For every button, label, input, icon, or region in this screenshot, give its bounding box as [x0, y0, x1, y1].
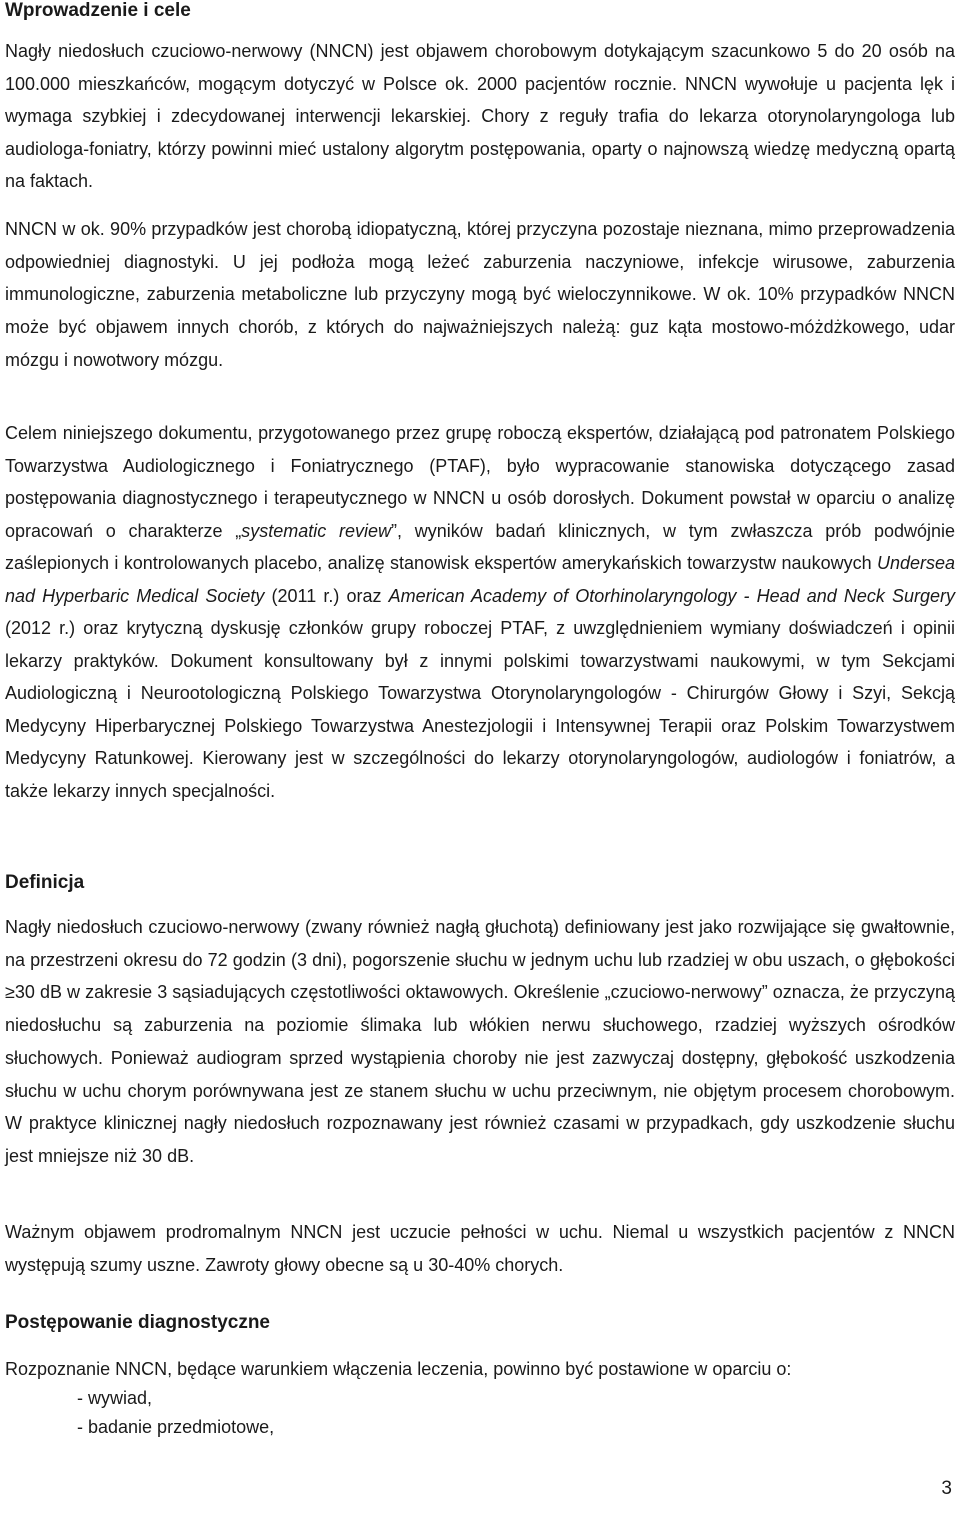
intro-p3-italic-1: systematic review: [241, 520, 392, 541]
definition-paragraph-2: Ważnym objawem prodromalnym NNCN jest uczucie pełności w uchu. Niemal u wszystkich pacjentów z NNCN występują szumy uszne. Zawroty głowy obecne są u 30-40% chorych.: [5, 1222, 955, 1275]
intro-p3-text-d: (2012 r.) oraz krytyczną dyskusję członków grupy roboczej PTAF, z uwzględnieniem wymiany doświadczeń i opinii lekarzy praktyków. Dokument konsultowany był z innymi polskimi towarzystwami naukowymi, w tym Sekcjami Audiologiczną i Neurootologiczną Polskiego Towarzystwa Otorynolaryngologów - Chirurgów Głowy i Szyi, Sekcją Medycyny Hiperbarycznej Polskiego Towarzystwa Anestezjologii i Intensywnej Terapii oraz Polskim Towarzystwem Medycyny Ratunkowej. Kierowany jest w szczególności do lekarzy otorynolaryngologów, audiologów i foniatrów, a także lekarzy innych specjalności.: [5, 618, 955, 801]
intro-p3-italic-3: American Academy of Otorhinolaryngology - Head and Neck Surgery: [388, 585, 956, 606]
list-item: - badanie przedmiotowe,: [77, 1417, 275, 1437]
intro-paragraph-2: NNCN w ok. 90% przypadków jest chorobą idiopatyczną, której przyczyna pozostaje nieznana, mimo przeprowadzenia odpowiedniej diagnostyki. U jej podłoża mogą leżeć zaburzenia naczyniowe, infekcje wirusowe, zaburzenia immunologiczne, zaburzenia metaboliczne lub przyczyny mogą być wieloczynnikowe. W ok. 10% przypadków NNCN może być objawem innych chorób, z których do najważniejszych należą: guz kąta mostowo-móżdżkowego, udar mózgu i nowotwory mózgu.: [5, 219, 955, 370]
intro-p3-text-c: (2011 r.) oraz: [264, 585, 389, 606]
section-heading-definition: Definicja: [5, 872, 85, 893]
section-heading-diagnostics: Postępowanie diagnostyczne: [5, 1312, 270, 1333]
diagnostics-list: [77, 1384, 274, 1442]
diagnostics-intro: Rozpoznanie NNCN, będące warunkiem włączenia leczenia, powinno być postawione w oparciu o:: [5, 1359, 792, 1379]
definition-paragraph-1: Nagły niedosłuch czuciowo-nerwowy (zwany również nagłą głuchotą) definiowany jest jako rozwijające się gwałtownie, na przestrzeni okresu do 72 godzin (3 dni), pogorszenie słuchu w jednym uchu lub rzadziej w obu uszach, o głębokości ≥30 dB w zakresie 3 sąsiadujących częstotliwości oktawowych. Określenie „czuciowo-nerwowy” oznacza, że przyczyną niedosłuchu są zaburzenia na poziomie ślimaka lub włókien nerwu słuchowego, rzadziej wyższych ośrodków słuchowych. Ponieważ audiogram sprzed wystąpienia choroby nie jest zazwyczaj dostępny, głębokość uszkodzenia słuchu w uchu chorym porównywana jest ze stanem słuchu w uchu przeciwnym, nie objętym procesem chorobowym. W praktyce klinicznej nagły niedosłuch rozpoznawany jest również czasami w przypadkach, gdy uszkodzenie słuchu jest mniejsze niż 30 dB.: [5, 917, 955, 1166]
intro-p3-text-a: Celem niniejszego dokumentu, przygotowanego przez grupę roboczą ekspertów, działającą pod patronatem Polskiego Towarzystwa Audiologicznego i Foniatrycznego (PTAF), było wypracowanie stanowiska dotyczącego zasad postępowania diagnostycznego i terapeutycznego w NNCN u osób dorosłych. Dokument powstał w oparciu o analizę opracowań o charakterze „: [5, 423, 955, 541]
intro-p3-italic-2: Undersea nad Hyperbaric Medical Society: [5, 553, 955, 606]
intro-paragraph-1: Nagły niedosłuch czuciowo-nerwowy (NNCN) jest objawem chorobowym dotykającym szacunkowo 5 do 20 osób na 100.000 mieszkańców, mogącym dotyczyć w Polsce ok. 2000 pacjentów rocznie. NNCN wywołuje u pacjenta lęk i wymaga szybkiej i zdecydowanej interwencji lekarskiej. Chory z reguły trafia do lekarza otorynolaryngologa lub audiologa-foniatry, którzy powinni mieć ustalony algorytm postępowania, oparty o najnowszą wiedzę medyczną opartą na faktach.: [5, 41, 955, 192]
intro-p3-text-b: ”, wyników badań klinicznych, w tym zwłaszcza prób podwójnie zaślepionych i kontrolowanych placebo, analizę stanowisk ekspertów amerykańskich towarzystw naukowych: [5, 520, 956, 573]
section-heading-intro: Wprowadzenie i cele: [5, 0, 191, 21]
list-item: - wywiad,: [77, 1388, 153, 1408]
page-number: 3: [941, 1478, 952, 1499]
intro-paragraph-3: [5, 417, 955, 807]
